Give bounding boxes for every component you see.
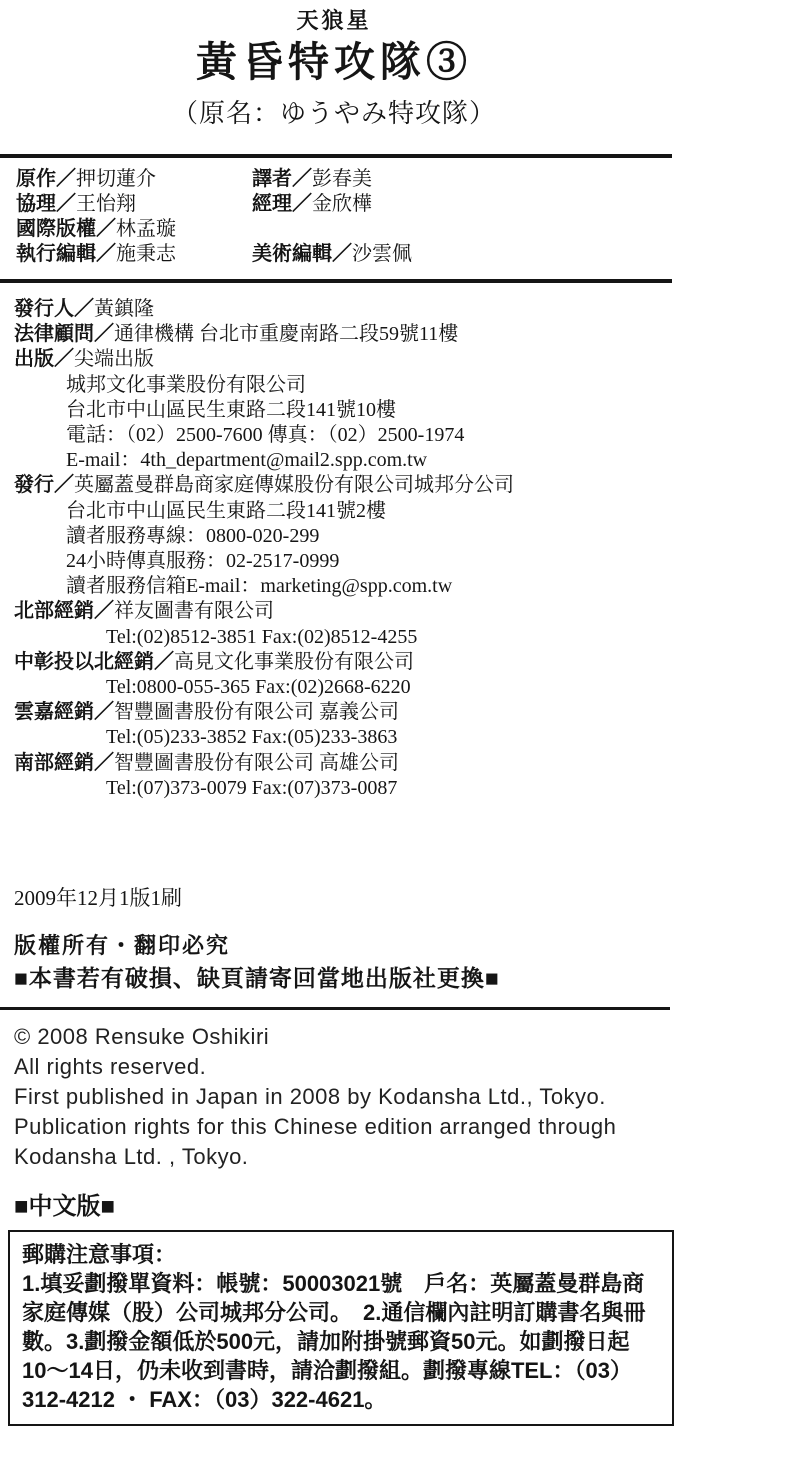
rights-notice xyxy=(14,933,793,993)
credit-value: 台北市中山區民生東路二段141號2樓 xyxy=(66,499,386,522)
english-copyright-line: © 2008 Rensuke Oshikiri xyxy=(14,1024,270,1050)
credit-value: 王怡翔 xyxy=(76,193,136,215)
publishing-line xyxy=(14,675,793,700)
credit-value: 黃鎮隆 xyxy=(94,298,154,320)
mail-order-line: 家庭傳媒（股）公司城邦分公司。 2.通信欄內註明訂購書名與冊 xyxy=(22,1300,646,1326)
credit-value: 高見文化事業股份有限公司 xyxy=(174,650,414,673)
credit-role-label: 南部經銷／ xyxy=(14,751,114,774)
english-copyright-line: All rights reserved. xyxy=(14,1054,207,1080)
publishing-line xyxy=(14,524,793,549)
book-title: 黃昏特攻隊③ xyxy=(196,39,472,85)
credit-role-label: 北部經銷／ xyxy=(14,600,114,623)
publishing-line xyxy=(14,650,793,675)
original-title: （原名：ゆうやみ特攻隊） xyxy=(171,98,496,128)
credit-value: 尖端出版 xyxy=(74,348,154,371)
publishing-line xyxy=(14,423,793,448)
credit-role-label: 中彰投以北經銷／ xyxy=(14,650,174,673)
publishing-line xyxy=(14,373,793,398)
credit-role-label: 國際版權／ xyxy=(16,218,116,240)
staff-credit-left xyxy=(16,192,252,217)
publishing-line xyxy=(14,549,793,574)
english-copyright-line: Publication rights for this Chinese edition arranged through xyxy=(14,1114,617,1140)
staff-credit-left xyxy=(16,167,252,192)
edition-printing-line: 2009年12月1版1刷 xyxy=(14,886,182,911)
publishing-line xyxy=(14,322,793,347)
publishing-line xyxy=(14,751,793,776)
publishing-line xyxy=(14,347,793,372)
publishing-info xyxy=(14,297,793,801)
mail-order-line: 1.填妥劃撥單資料：帳號：50003021號 戶名：英屬蓋曼群島商 xyxy=(22,1271,645,1297)
publishing-line xyxy=(14,499,793,524)
staff-credit-right xyxy=(252,217,672,242)
publishing-line xyxy=(14,473,793,498)
credit-value: 城邦文化事業股份有限公司 xyxy=(66,373,306,396)
staff-row xyxy=(16,242,672,267)
english-copyright-line: First published in Japan in 2008 by Kodansha Ltd., Tokyo. xyxy=(14,1084,606,1110)
credit-value: 通律機構 台北市重慶南路二段59號11樓 xyxy=(114,323,459,346)
staff-credit-left xyxy=(16,242,252,267)
credit-role-label: 法律顧問／ xyxy=(14,323,114,346)
credit-value: 施秉志 xyxy=(116,243,176,265)
mail-order-line: 312-4212 ・ FAX：（03）322-4621。 xyxy=(22,1387,387,1413)
damaged-copy-notice: ■本書若有破損、缺頁請寄回當地出版社更換■ xyxy=(14,965,500,992)
credit-role-label: 出版／ xyxy=(14,348,74,371)
credit-role-label: 協理／ xyxy=(16,193,76,215)
section-divider xyxy=(0,1007,670,1010)
credit-value: 祥友圖書有限公司 xyxy=(114,600,274,623)
publishing-line xyxy=(14,776,793,801)
credit-role-label: 美術編輯／ xyxy=(252,243,352,265)
credit-value: 金欣樺 xyxy=(312,193,372,215)
credit-value: 英屬蓋曼群島商家庭傳媒股份有限公司城邦分公司 xyxy=(74,474,514,497)
publishing-line xyxy=(14,599,793,624)
credit-value: 彭春美 xyxy=(312,168,372,190)
credit-value: 電話：（02）2500-7600 傳真：（02）2500-1974 xyxy=(66,424,465,447)
credit-role-label: 譯者／ xyxy=(252,168,312,190)
publishing-line xyxy=(14,297,793,322)
staff-credits xyxy=(0,154,672,283)
credit-role-label: 執行編輯／ xyxy=(16,243,116,265)
credit-value: 台北市中山區民生東路二段141號10樓 xyxy=(66,398,396,421)
staff-row xyxy=(16,217,672,242)
credit-role-label: 發行／ xyxy=(14,474,74,497)
staff-row xyxy=(16,167,672,192)
chinese-edition-mark: ■中文版■ xyxy=(14,1193,115,1221)
staff-credit-right xyxy=(252,192,672,217)
credit-value: 讀者服務專線：0800-020-299 xyxy=(66,524,320,547)
publishing-line xyxy=(14,625,793,650)
publishing-line xyxy=(14,448,793,473)
credit-value: Tel:(05)233-3852 Fax:(05)233-3863 xyxy=(106,726,398,749)
mail-order-line: 數。3.劃撥金額低於500元，請加附掛號郵資50元。如劃撥日起 xyxy=(22,1329,630,1355)
credit-value: 智豐圖書股份有限公司 嘉義公司 xyxy=(114,701,399,724)
credit-role-label: 發行人／ xyxy=(14,298,94,320)
credit-value: 24小時傳真服務：02-2517-0999 xyxy=(66,550,340,573)
credit-role-label: 經理／ xyxy=(252,193,312,215)
mail-order-line: 10～14日，仍未收到書時，請洽劃撥組。劃撥專線TEL：（03） xyxy=(22,1358,632,1384)
credit-value: 林孟璇 xyxy=(116,218,176,240)
credit-value: 押切蓮介 xyxy=(76,168,156,190)
credit-value: E-mail：4th_department@mail2.spp.com.tw xyxy=(66,449,428,472)
staff-credit-right xyxy=(252,167,672,192)
credit-value: 讀者服務信箱E-mail：marketing@spp.com.tw xyxy=(66,575,453,598)
credit-role-label: 雲嘉經銷／ xyxy=(14,701,114,724)
credit-value: Tel:(07)373-0079 Fax:(07)373-0087 xyxy=(106,776,398,799)
staff-row xyxy=(16,192,672,217)
series-label: 天狼星 xyxy=(296,8,372,33)
publishing-line xyxy=(14,398,793,423)
english-copyright-block xyxy=(14,1022,793,1172)
credit-value: 沙雲佩 xyxy=(352,243,412,265)
title-block xyxy=(14,8,654,130)
english-copyright-line: Kodansha Ltd. , Tokyo. xyxy=(14,1144,249,1170)
credit-value: 智豐圖書股份有限公司 高雄公司 xyxy=(114,751,399,774)
credit-value: Tel:(02)8512-3851 Fax:(02)8512-4255 xyxy=(106,625,418,648)
mail-order-line: 郵購注意事項： xyxy=(22,1242,177,1268)
credit-role-label: 原作／ xyxy=(16,168,76,190)
rights-reserved-line: 版權所有・翻印必究 xyxy=(14,933,231,959)
staff-credit-right xyxy=(252,242,672,267)
publishing-line xyxy=(14,700,793,725)
staff-credit-left xyxy=(16,217,252,242)
publishing-line xyxy=(14,574,793,599)
credit-value: Tel:0800-055-365 Fax:(02)2668-6220 xyxy=(106,676,411,699)
publishing-line xyxy=(14,725,793,750)
mail-order-notice-box xyxy=(8,1230,674,1426)
